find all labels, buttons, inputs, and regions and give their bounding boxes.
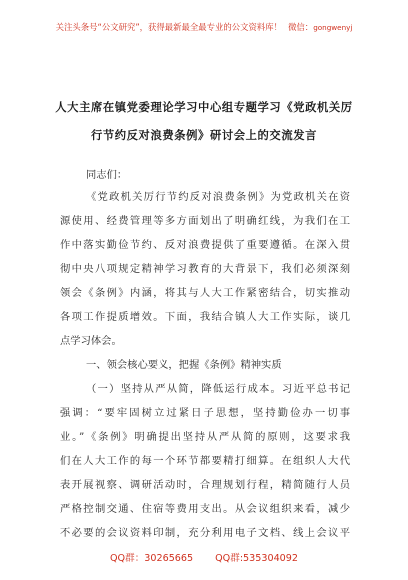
section-heading: 一、领会核心要义，把握《条例》精神实质 <box>86 359 282 371</box>
body-line: 强调：“要牢固树立过紧日子思想，坚持勤俭办一切事 <box>60 407 350 419</box>
footer-contact <box>0 550 408 564</box>
body-line: 《党政机关厉行节约反对浪费条例》为党政机关在资 <box>86 191 350 203</box>
banner-text: 关注头条号“公文研究”，获得最新最全最专业的公文资料库！ <box>55 22 283 32</box>
body-line: 作中落实勤俭节约、反对浪费提供了重要遵循。在深入贯 <box>60 239 350 251</box>
body-line: 源使用、经费管理等多方面划出了明确红线，为我们在工 <box>60 215 350 227</box>
wechat-id: gongwenyj <box>313 23 353 32</box>
header-banner <box>0 21 408 34</box>
salutation: 同志们： <box>86 169 128 181</box>
wechat-label: 微信： <box>288 22 314 32</box>
body-line: 表开展视察、调研活动时，合理规划行程，精简随行人员 <box>60 479 350 491</box>
body-line: 不必要的会议资料印制，充分利用电子文档、线上会议平 <box>60 527 350 539</box>
document-title-line-2: 行节约反对浪费条例》研讨会上的交流发言 <box>90 128 318 142</box>
qq-group-2: QQ群:535304092 <box>215 553 298 564</box>
qq-group-1: QQ群：30265665 <box>110 553 194 564</box>
body-line: 点学习体会。 <box>60 335 122 347</box>
body-line: 各项工作提质增效。下面，我结合镇人大工作实际，谈几 <box>60 311 350 323</box>
document-title-line-1: 人大主席在镇党委理论学习中心组专题学习《党政机关厉 <box>55 100 353 114</box>
subsection-heading: （一）坚持从严从简，降低运行成本。习近平总书记 <box>86 383 350 395</box>
body-line: 领会《条例》内涵，将其与人大工作紧密结合，切实推动 <box>60 287 350 299</box>
body-line: 们在人大工作的每一个环节都要精打细算。在组织人大代 <box>60 455 350 467</box>
body-line: 彻中央八项规定精神学习教育的大背景下，我们必须深刻 <box>60 263 350 275</box>
body-line: 严格控制交通、住宿等费用支出。从会议组织来看，减少 <box>60 503 350 515</box>
body-line: 业。”《条例》明确提出坚持从严从简的原则，这要求我 <box>60 431 350 443</box>
